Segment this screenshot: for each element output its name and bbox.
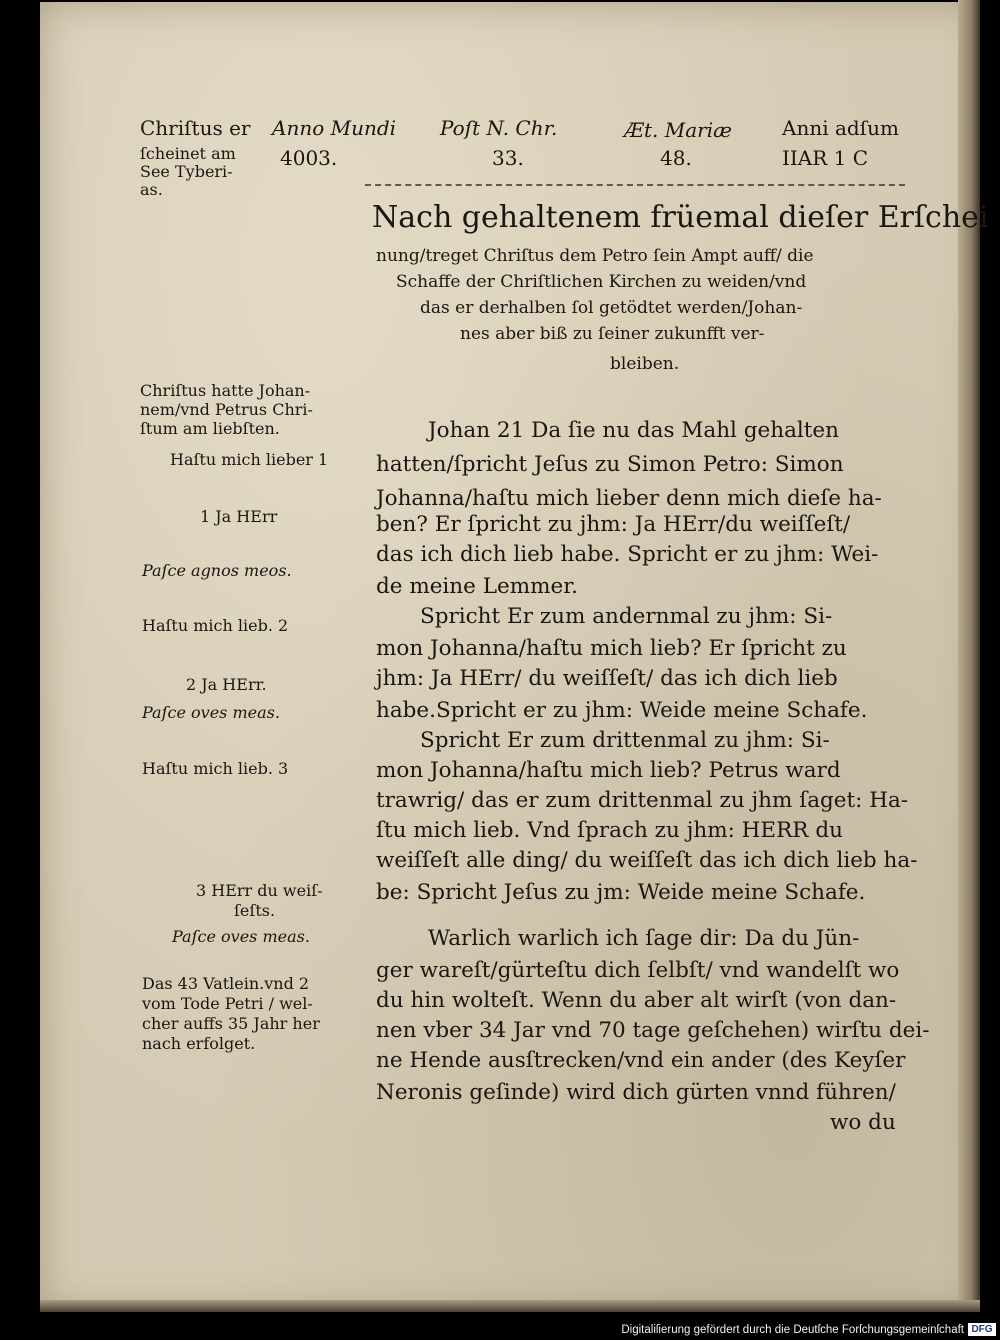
header-post-christ-value: 33. <box>492 146 524 170</box>
body-line: Neronis geſinde) wird dich gürten vnnd führen/ <box>376 1080 896 1105</box>
margin-note-line: nem/vnd Petrus Chri- <box>140 400 313 419</box>
margin-answer-3-line: 3 HErr du weiſ- <box>196 881 323 900</box>
body-line: hatten/ſpricht Jeſus zu Simon Petro: Simon <box>376 452 844 477</box>
body-line: Johan 21 Da ſie nu das Mahl gehalten <box>428 418 839 443</box>
body-line: nen vber 34 Jar vnd 70 tage geſchehen) wirſtu dei- <box>376 1018 930 1043</box>
margin-answer-1: 1 Ja HErr <box>200 507 278 526</box>
header-anno-mundi-label: Anno Mundi <box>272 116 397 140</box>
body-line: be: Spricht Jeſus zu jm: Weide meine Schafe. <box>376 880 866 905</box>
margin-latin-1: Paſce agnos meos. <box>142 561 292 580</box>
page-edge-bottom <box>40 1300 980 1312</box>
margin-question-1: Haſtu mich lieber 1 <box>170 450 329 469</box>
margin-note-line: Das 43 Vatlein.vnd 2 <box>142 974 310 993</box>
margin-note-line: ſtum am liebſten. <box>140 419 280 438</box>
page-edge-right <box>958 0 980 1312</box>
margin-note-line: Chriſtus hatte Johan- <box>140 381 311 400</box>
header-anni-adsum-label: Anni adſum <box>782 116 899 140</box>
margin-note-line: nach erfolget. <box>142 1034 256 1053</box>
margin-question-3: Haſtu mich lieb. 3 <box>142 759 289 778</box>
body-line: de meine Lemmer. <box>376 574 578 599</box>
margin-latin-2: Paſce oves meas. <box>142 703 280 722</box>
body-line: ben? Er ſpricht zu jhm: Ja HErr/du weiſſeſt/ <box>376 512 851 537</box>
footer-credit: Digitaliſierung gefördert durch die Deutſche Forſchungsgemeinſchaft <box>621 1324 964 1336</box>
margin-answer-2: 2 Ja HErr. <box>186 675 267 694</box>
header-anno-mundi-value: 4003. <box>280 146 338 170</box>
margin-latin-3: Paſce oves meas. <box>172 927 310 946</box>
body-line: jhm: Ja HErr/ du weiſſeſt/ das ich dich lieb <box>376 666 838 691</box>
body-line: ſtu mich lieb. Vnd ſprach zu jhm: HERR du <box>376 818 843 843</box>
body-line: trawrig/ das er zum drittenmal zu jhm ſaget: Ha- <box>376 788 909 813</box>
chapter-heading-line: Nach gehaltenem früemal dieſer Erſchei <box>372 200 989 235</box>
body-line: weiſſeſt alle ding/ du weiſſeſt das ich dich lieb ha- <box>376 848 918 873</box>
header-anni-adsum-value: IIAR 1 C <box>782 146 869 170</box>
body-line: mon Johanna/haſtu mich lieb? Petrus ward <box>376 758 841 783</box>
header-rule <box>365 184 905 186</box>
catchword: wo du <box>830 1110 896 1135</box>
chapter-heading-line: nung/treget Chriſtus dem Petro ſein Ampt auff/ die <box>376 246 814 266</box>
margin-note-line: cher auffs 35 Jahr her <box>142 1014 320 1033</box>
header-margin-label: Chriſtus er <box>140 116 251 140</box>
body-line: Johanna/haſtu mich lieber denn mich dieſe ha- <box>376 486 882 511</box>
body-line: ne Hende ausſtrecken/vnd ein ander (des Keyſer <box>376 1048 906 1073</box>
chapter-heading-line: das er derhalben ſol getödtet werden/Johan- <box>420 298 803 318</box>
chapter-heading-line: nes aber biß zu ſeiner zukunfft ver- <box>460 324 765 344</box>
header-post-christ-label: Poſt N. Chr. <box>440 116 558 140</box>
chapter-heading-line: Schaffe der Chriſtlichen Kirchen zu weiden/vnd <box>396 272 807 292</box>
chapter-heading-line: bleiben. <box>610 354 680 374</box>
header-aetas-mariae-label: Æt. Mariæ <box>624 118 732 142</box>
margin-note-line: as. <box>140 180 163 199</box>
body-line: Spricht Er zum drittenmal zu jhm: Si- <box>420 728 830 753</box>
margin-note-line: See Tyberi- <box>140 162 233 181</box>
dfg-logo: DFG <box>968 1323 996 1336</box>
body-line: ger wareſt/gürteſtu dich ſelbſt/ vnd wandelſt wo <box>376 958 900 983</box>
margin-question-2: Haſtu mich lieb. 2 <box>142 616 289 635</box>
body-line: mon Johanna/haſtu mich lieb? Er ſpricht zu <box>376 636 847 661</box>
body-line: Spricht Er zum andernmal zu jhm: Si- <box>420 604 833 629</box>
body-line: das ich dich lieb habe. Spricht er zu jhm: Wei- <box>376 542 879 567</box>
body-line: Warlich warlich ich ſage dir: Da du Jün- <box>428 926 860 951</box>
body-line: du hin wolteſt. Wenn du aber alt wirſt (von dan- <box>376 988 897 1013</box>
margin-note-line: ſcheinet am <box>140 144 236 163</box>
body-line: habe.Spricht er zu jhm: Weide meine Schafe. <box>376 698 868 723</box>
header-aetas-mariae-value: 48. <box>660 146 692 170</box>
margin-note-line: vom Tode Petri / wel- <box>142 994 313 1013</box>
margin-answer-3-line: ſeſts. <box>234 901 276 920</box>
